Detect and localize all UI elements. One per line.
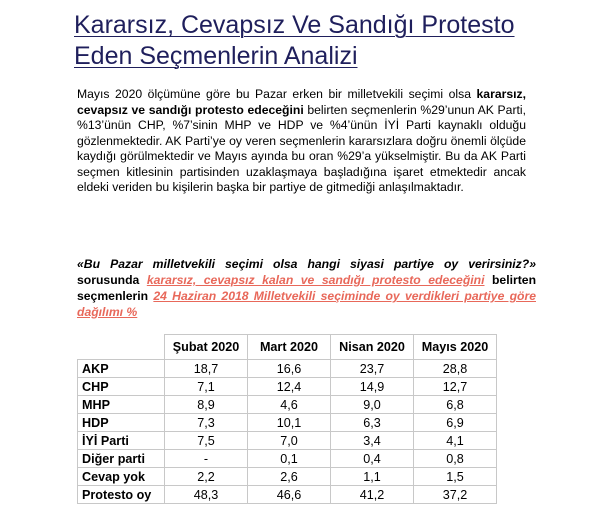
- paragraph-bold: kararsız, cevapsız ve sandığı protesto edeceğini: [77, 87, 526, 117]
- table-cell: 12,7: [414, 378, 497, 396]
- table-cell: 0,1: [248, 450, 331, 468]
- page-title: [74, 10, 574, 72]
- row-label: Diğer parti: [78, 450, 165, 468]
- table-row: [78, 450, 497, 468]
- table-cell: 1,5: [414, 468, 497, 486]
- column-header: Mayıs 2020: [414, 335, 497, 360]
- table-cell: 12,4: [248, 378, 331, 396]
- table-row: [78, 486, 497, 504]
- column-header: Mart 2020: [248, 335, 331, 360]
- table-cell: 3,4: [331, 432, 414, 450]
- paragraph-rest: belirten seçmenlerin %29’unun AK Parti, %13’ünün CHP, %7’sinin MHP ve HDP ve %4’ünün İYİ Parti kaynaklı olduğu gözlenmektedir. AK Parti’ye oy veren seçmenlerin kararsızlara doğru önemli ölçüde kaydığı görülmektedir ve Mayıs ayında bu oran %29’a yükselmiştir. Bu da AK Parti seçmen kitlesinin partisinden uzaklaşmaya başladığına işaret etmektedir ancak eldeki veriden bu kişilerin başka bir partiye de gitmediği anlaşılmaktadır.: [77, 102, 526, 194]
- table-cell: 4,1: [414, 432, 497, 450]
- table-cell: 6,8: [414, 396, 497, 414]
- table-row: [78, 360, 497, 378]
- table-cell: 6,3: [331, 414, 414, 432]
- table-row: [78, 414, 497, 432]
- table-cell: 6,9: [414, 414, 497, 432]
- question-highlight-1: kararsız, cevapsız kalan ve sandığı protesto edeceğini: [146, 273, 485, 287]
- table-cell: 0,8: [414, 450, 497, 468]
- row-label: HDP: [78, 414, 165, 432]
- table-cell: 14,9: [331, 378, 414, 396]
- row-label: İYİ Parti: [78, 432, 165, 450]
- table-cell: 48,3: [165, 486, 248, 504]
- table-corner: [78, 335, 165, 360]
- row-label: MHP: [78, 396, 165, 414]
- page-title-line-1: Kararsız, Cevapsız Ve Sandığı Protesto: [74, 11, 515, 39]
- table-header-row: [78, 335, 497, 360]
- table-row: [78, 396, 497, 414]
- table-cell: 10,1: [248, 414, 331, 432]
- paragraph-intro: Mayıs 2020 ölçümüne göre bu Pazar erken bir milletvekili seçimi olsa: [77, 87, 477, 101]
- table-row: [78, 468, 497, 486]
- column-header: Nisan 2020: [331, 335, 414, 360]
- table-cell: 0,4: [331, 450, 414, 468]
- table-cell: 16,6: [248, 360, 331, 378]
- question-highlight-2: 24 Haziran 2018 Milletvekili seçiminde oy verdikleri partiye göre dağılımı %: [77, 289, 536, 319]
- table-cell: 9,0: [331, 396, 414, 414]
- table-cell: 7,5: [165, 432, 248, 450]
- question-part-2: belirten seçmenlerin: [77, 273, 537, 303]
- survey-question: [77, 256, 536, 320]
- table-cell: 41,2: [331, 486, 414, 504]
- table-cell: 4,6: [248, 396, 331, 414]
- distribution-table: [77, 334, 497, 504]
- row-label: Cevap yok: [78, 468, 165, 486]
- table-cell: 7,0: [248, 432, 331, 450]
- table-cell: 18,7: [165, 360, 248, 378]
- table-cell: 8,9: [165, 396, 248, 414]
- question-part-1: sorusunda: [77, 273, 147, 287]
- analysis-paragraph: [77, 87, 526, 196]
- page-title-line-2: Eden Seçmenlerin Analizi: [74, 42, 358, 70]
- table-cell: 7,3: [165, 414, 248, 432]
- table-cell: 7,1: [165, 378, 248, 396]
- table-cell: 2,2: [165, 468, 248, 486]
- table-row: [78, 378, 497, 396]
- table-cell: 28,8: [414, 360, 497, 378]
- table-cell: 37,2: [414, 486, 497, 504]
- row-label: AKP: [78, 360, 165, 378]
- column-header: Şubat 2020: [165, 335, 248, 360]
- table-cell: 46,6: [248, 486, 331, 504]
- table-cell: 1,1: [331, 468, 414, 486]
- table-cell: -: [165, 450, 248, 468]
- question-quote: «Bu Pazar milletvekili seçimi olsa hangi siyasi partiye oy verirsiniz?»: [77, 257, 536, 271]
- row-label: CHP: [78, 378, 165, 396]
- table-cell: 2,6: [248, 468, 331, 486]
- table-row: [78, 432, 497, 450]
- table-cell: 23,7: [331, 360, 414, 378]
- row-label: Protesto oy: [78, 486, 165, 504]
